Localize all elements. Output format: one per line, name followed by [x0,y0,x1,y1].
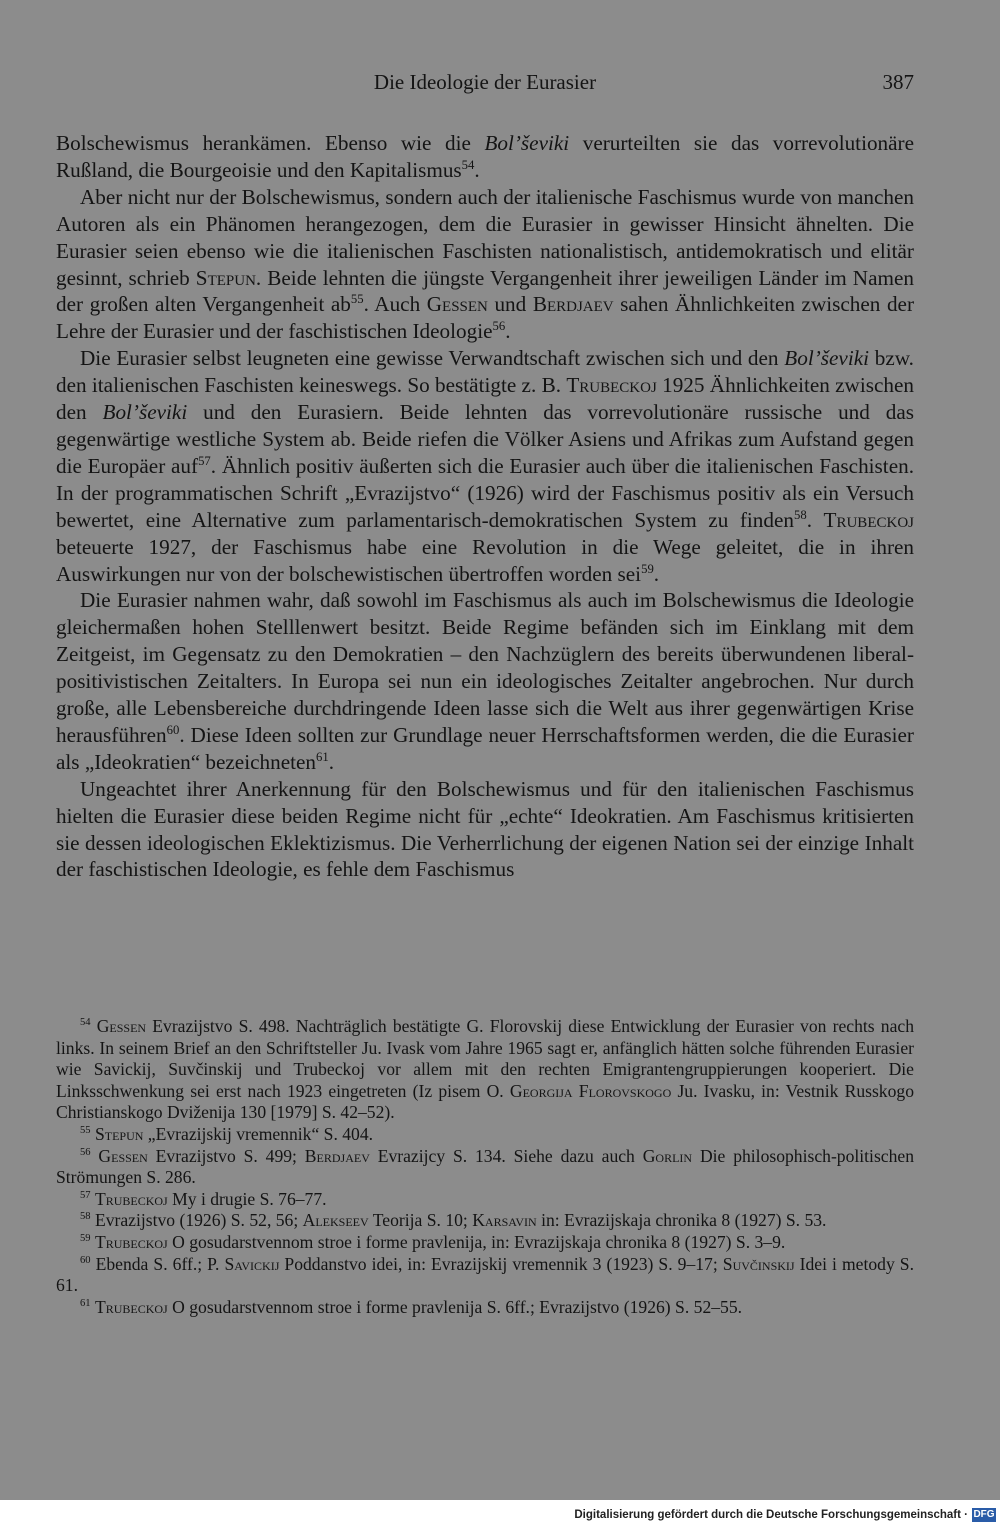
note-ref: 55 [350,292,364,307]
note-ref: 57 [198,453,211,468]
text-run: Die Eurasier selbst leugneten eine gewisse Verwandtschaft zwischen sich und den [80,346,785,371]
text-run: Idei i metody S. 61. [56,1253,914,1296]
text-run: Stepun [94,1123,144,1144]
text-run: . Beide lehnten die jüngste Vergangenheit ihrer jeweiligen Länder im Namen der großen alten Vergangenheit ab [56,265,914,317]
text-run: Gessen [98,1145,148,1166]
funding-notice: Digitalisierung gefördert durch die Deutsche Forschungsgemeinschaft · [574,1509,968,1521]
text-run: „Evrazijskij vremennik“ S. 404. [143,1123,374,1144]
text-run: Poddanstvo idei, in: Evrazijskij vremennik 3 (1923) S. 9–17; [279,1253,723,1274]
text-run: Evrazijstvo (1926) S. 52, 56; [90,1210,303,1231]
text-run: . [474,157,480,182]
text-run: Georgija Florovskogo [509,1080,672,1101]
note-ref: 59 [80,1233,91,1245]
text-run: Evrazijstvo S. 498. Nachträglich bestätigte G. Florovskij diese Entwicklung der Eurasier von rechts nach links. In seinem Brief an den Schriftsteller Ju. Ivask vom Jahre 1965 sagt er, anfänglich hätten solche führenden Eurasier wie Savickij, Suvčinskij und Trubeckoj vor allem mit den rechten Emigrantengruppierungen kooperiert. Die Linksschwenkung sei erst nach 1923 eingetreten (Iz pisem O. [56,1016,914,1101]
text-run: Evrazijstvo S. 499; [147,1145,305,1166]
text-run: Teorija S. 10; [368,1210,473,1231]
text-run: Ungeachtet ihrer Anerkennung für den Bolschewismus und für den italienischen Faschismus hielten die Eurasier diese beiden Regime nicht für „echte“ Ideokratien. Am Faschismus kritisierten sie dessen ideologischen Eklektizismus. Die Verherrlichung der eigenen Nation sei der einzige Inhalt der faschistischen Ideologie, es fehle dem Faschismus [56,776,914,882]
dfg-logo: DFG [973,1509,995,1520]
text-run: Gorlin [642,1145,693,1166]
digitization-footer [0,1500,1000,1532]
text-run: Bolschewismus herankämen. Ebenso wie die [56,131,485,155]
note-ref: 58 [80,1211,91,1223]
text-run: Bol’ševiki [784,346,869,371]
note-ref: 61 [80,1297,91,1309]
text-run: Bol’ševiki [484,131,570,155]
text-run: My i drugie S. 76–77. [167,1188,327,1209]
text-run: Die philosophisch-politischen Strömungen S. 286. [56,1145,915,1188]
footnote [56,1124,914,1146]
text-run: beteuerte 1927, der Faschismus habe eine Revolution in die Wege geleitet, die in ihren Auswirkungen nur von der bolschewistischen übertroffen worden sei [56,534,914,586]
note-ref: 61 [315,749,329,764]
footnote [56,1297,914,1319]
text-run: . [328,749,334,774]
text-run: sahen Ähnlichkeiten zwischen der Lehre der Eurasier und der faschistischen Ideologie [56,292,915,344]
note-ref: 57 [80,1189,91,1201]
note-ref: 60 [166,722,180,737]
text-run: Berdjaev [304,1145,370,1166]
note-ref: 54 [461,157,475,172]
text-run: . Auch [363,292,427,317]
text-run: Ju. Ivasku, in: Vestnik Russkogo Christianskogo Dviženija 130 [1979] S. 42–52). [56,1080,914,1123]
note-ref: 60 [80,1254,91,1266]
note-ref: 58 [793,507,807,522]
running-title: Die Ideologie der Eurasier [373,70,597,94]
text-run: Karsavin [472,1210,537,1231]
footnotes [56,1016,914,1318]
text-run: und den Eurasiern. Beide lehnten das vorrevolutionäre russische und das gegenwärtige westliche System ab. Beide riefen die Völker Asiens und Afrikas zum Aufstand gegen die Europäer auf [56,400,914,478]
text-run: Trubeckoj [823,507,914,532]
text-run: . [505,319,511,344]
text-run: Bol’ševiki [102,400,188,425]
text-run: Gessen [96,1016,147,1036]
text-run: Suvčinskij [722,1253,795,1274]
paragraph [56,776,914,884]
text-run: Die Eurasier nahmen wahr, daß sowohl im Faschismus als auch im Bolschewismus die Ideologie gleichermaßen hohen Stelllenwert besitzt. Beide Regime befänden sich im Einklang mit dem Zeitgeist, im Gegensatz zu den Demokratien – den Nachzüglern des bereits überwundenen liberal-positivistischen Zeitalters. In Europa sei nun ein ideologisches Zeitalter angebrochen. Nur durch große, alle Lebensbereiche durchdringende Ideen lasse sich die Welt aus ihrer gegenwärtigen Krise herausführen [56,588,914,747]
paragraph [56,130,914,184]
note-ref: 59 [641,561,654,576]
footnote [56,1146,914,1189]
paragraph [56,345,914,587]
text-run: O gosudarstvennom stroe i forme pravlenija, in: Evrazijskaja chronika 8 (1927) S. 3–9. [167,1231,786,1252]
text-run: in: Evrazijskaja chronika 8 (1927) S. 53. [536,1210,827,1231]
text-run: . [806,507,824,532]
footnote [56,1189,914,1211]
text-run: Gessen [426,292,488,317]
note-ref: 54 [80,1017,91,1029]
text-run: Trubeckoj [94,1188,168,1209]
text-run: Trubeckoj [94,1296,168,1317]
text-run: Savickij [224,1253,280,1274]
text-run: 1925 Ähnlichkeiten zwischen den [56,373,914,425]
text-run: bzw. den italienischen Faschisten keineswegs. So bestätigte z. B. [56,346,914,398]
paragraph [56,184,914,345]
text-run: O gosudarstvennom stroe i forme pravlenija S. 6ff.; Evrazijstvo (1926) S. 52–55. [167,1296,743,1317]
text-run: Berdjaev [532,292,614,317]
running-header [56,70,914,100]
body-text [56,130,914,883]
page-number: 387 [882,70,914,94]
paragraph [56,587,914,775]
text-run: Aber nicht nur der Bolschewismus, sondern auch der italienische Faschismus wurde von manchen Autoren als ein Phänomen herangezogen, dem die Eurasier in gewisser Hinsicht ähnelten. Die Eurasier seien ebenso wie die italienischen Faschisten nationalistisch, antidemokratisch und elitär gesinnt, schrieb [56,184,914,290]
note-ref: 56 [80,1146,91,1158]
footnote [56,1016,914,1124]
note-ref: 55 [80,1125,91,1137]
text-run: Ebenda S. 6ff.; P. [90,1253,225,1274]
text-run: und [487,292,533,317]
text-run: . Diese Ideen sollten zur Grundlage neuer Herrschaftsformen werden, die die Eurasier als „Ideokratien“ bezeichneten [56,722,914,774]
footnote [56,1232,914,1254]
text-run: verurteilten sie das vorrevolutionäre Rußland, die Bourgeoisie und den Kapitalismus [56,131,915,182]
footnote [56,1210,914,1232]
text-run: Alekseev [302,1210,369,1231]
text-run: Trubeckoj [94,1231,168,1252]
text-run: Stepun [195,265,256,290]
text-run: . Ähnlich positiv äußerten sich die Eurasier auch über die italienischen Faschisten. In der programmatischen Schrift „Evrazijstvo“ (1926) wird der Faschismus positiv als ein Versuch bewertet, eine Alternative zum parlamentarisch-demokratischen System zu finden [56,453,914,532]
footnote [56,1254,914,1297]
text-run: Trubeckoj [566,373,657,398]
text-run: . [653,561,660,586]
note-ref: 56 [492,319,506,334]
text-run: Evrazijcy S. 134. Siehe dazu auch [369,1145,643,1166]
